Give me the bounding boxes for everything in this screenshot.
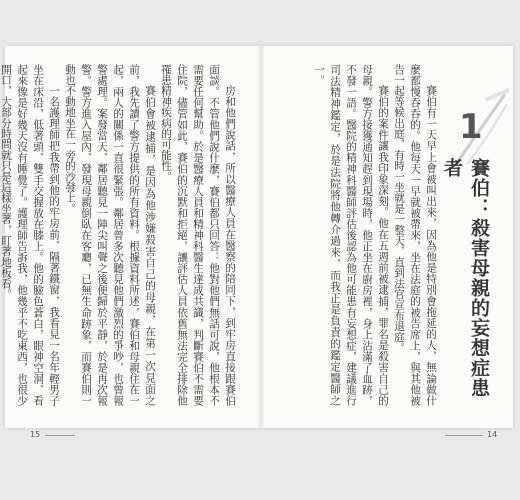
left-page-number: 15: [30, 430, 41, 439]
right-paragraph-2: 賽伯的案件讓我印象深刻。他在五週前被逮捕，罪名是殺害自己的母親。警方接獲通知趕到現場時，他正坐在廚房裡，身上沾滿了血跡，不發一語。醫院的精神科醫師評估後認為他可能患有妄想症，建議進行司法精神鑑定，於是法院將他轉介過來，而我正是負責的鑑定醫師之一。: [313, 64, 389, 406]
left-paragraph-2: 賽伯會被逮捕，是因為他涉嫌殺害自己的母親，在第一次見面之前，我先讀了警方提供的所有資料。根據資料所述，賽伯和母親住在一起，兩人的關係一直很緊張。鄰居曾多次聽見他們激烈的爭吵，也曾報警處理。案發當天，鄰居聽見一陣尖叫聲之後便歸於平靜，於是再次報警。警方進入屋內，發現母親倒臥在客廳，已無生命跡象，而賽伯則一動也不動地坐在一旁的沙發上。: [64, 64, 156, 406]
left-paragraph-1: 房和他們說話，所以醫療人員在醫察的陪同下，到牢房直接跟賽伯面談。不管他們說什麼，賽伯都只回答：他對他們無話可說，他根本不需要任何幫助。於是醫療人員和精神科醫生達成共識，判斷賽伯不需要住院，儘管如此，賽伯的沉默和拒絕，讓評估人員依舊無法完全排除他罹患精神疾病的可能性。: [160, 64, 236, 406]
right-folio-rule: [445, 435, 483, 436]
left-paragraph-3: 一名護理師把我帶到他的牢房前，隔著鐵窗，我看見一名年輕男子坐在床沿，低著頭，雙手交握放在膝上。他的臉色蒼白，眼神空洞，看起來像是好幾天沒有睡覺了。護理師告訴我，他幾乎不吃東西，也很少開口，大部分時間就只是這樣坐著，盯著地板看。: [0, 64, 60, 406]
right-page-number: 14: [487, 430, 498, 439]
chapter-number: 1: [459, 107, 483, 147]
book-spread: [0, 46, 513, 439]
right-paragraph-1: 賽伯有一天早上會被叫出來，因為他是特別會拖延的人，無論做什麼都慢吞吞的。他每天一早就被帶來，坐在法庭的被告席上，與其他被告一起等候出庭，有時一坐就是一整天，直到法官宣布退庭。: [393, 64, 437, 406]
right-page-text: [313, 64, 439, 406]
chapter-title: 賽伯：殺害母親的妄想症患者: [441, 158, 490, 398]
book-gutter: [258, 46, 264, 428]
left-page-text: [0, 64, 238, 406]
left-folio-rule: [45, 435, 75, 436]
